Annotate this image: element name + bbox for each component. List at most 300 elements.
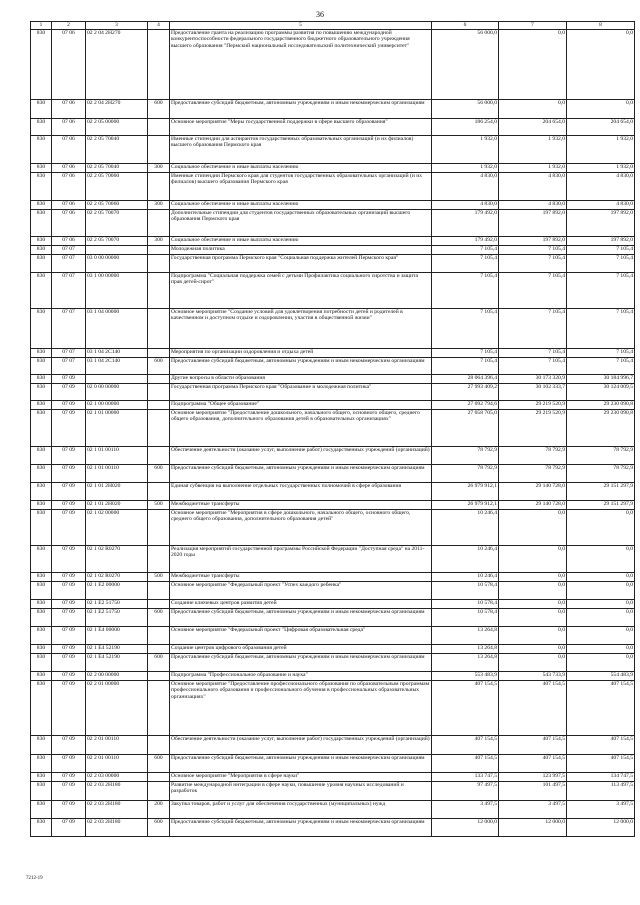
section-code-cell: 07 06 xyxy=(52,163,86,172)
amount-2020-cell: 7 105,4 xyxy=(499,254,567,272)
amount-2020-cell: 0,0 xyxy=(499,572,567,581)
admin-code-cell: 830 xyxy=(31,608,52,626)
admin-code-cell: 830 xyxy=(31,772,52,781)
section-code-cell: 07 06 xyxy=(52,209,86,236)
amount-2021-cell: 7 105,4 xyxy=(567,308,635,348)
amount-2020-cell: 0,0 xyxy=(499,581,567,599)
table-row xyxy=(31,581,635,599)
amount-2020-cell: 0,0 xyxy=(499,545,567,572)
target-article-cell: 02 2 03 00000 xyxy=(86,772,148,781)
amount-2020-cell: 0,0 xyxy=(499,99,567,118)
expense-type-cell xyxy=(148,581,170,599)
expense-type-cell: 600 xyxy=(148,99,170,118)
admin-code-cell: 830 xyxy=(31,545,52,572)
amount-2021-cell: 7 105,4 xyxy=(567,254,635,272)
description-cell: Основное мероприятие "Предоставление дошкольного, начального общего, основного общего, среднего общего образования, дополнительного образования детей в образовательных организациях" xyxy=(170,409,432,446)
amount-2020-cell: 123 997,5 xyxy=(499,772,567,781)
amount-2021-cell: 3 497,5 xyxy=(567,800,635,818)
amount-2020-cell: 7 105,4 xyxy=(499,308,567,348)
description-cell: Основное мероприятие "Мероприятия в сфере дошкольного, начального общего, основного общего, среднего общего образования, дополнительного образования детей" xyxy=(170,509,432,545)
amount-2019-cell: 56 000,0 xyxy=(432,29,499,99)
amount-2020-cell: 29 140 728,0 xyxy=(499,482,567,500)
expense-type-cell: 600 xyxy=(148,608,170,626)
description-cell: Государственная программа Пермского края "Образование и молодежная политика" xyxy=(170,383,432,400)
table-row xyxy=(31,446,635,464)
admin-code-cell: 830 xyxy=(31,357,52,374)
amount-2019-cell: 407 154,5 xyxy=(432,754,499,772)
expense-type-cell: 300 xyxy=(148,200,170,209)
amount-2021-cell: 0,0 xyxy=(567,653,635,671)
amount-2021-cell: 0,0 xyxy=(567,509,635,545)
section-code-cell: 07 09 xyxy=(52,581,86,599)
target-article-cell: 02 1 01 00110 xyxy=(86,464,148,482)
amount-2020-cell: 197 892,0 xyxy=(499,209,567,236)
amount-2019-cell: 133 747,5 xyxy=(432,772,499,781)
amount-2020-cell: 4 830,0 xyxy=(499,200,567,209)
amount-2021-cell: 7 105,4 xyxy=(567,245,635,254)
table-row xyxy=(31,172,635,200)
target-article-cell: 02 2 05 70070 xyxy=(86,209,148,236)
budget-table xyxy=(30,21,635,837)
section-code-cell: 07 09 xyxy=(52,644,86,653)
description-cell: Обеспечение деятельности (оказание услуг, выполнение работ) государственных учреждений (организаций) xyxy=(170,735,432,754)
target-article-cell xyxy=(86,245,148,254)
expense-type-cell: 500 xyxy=(148,500,170,509)
admin-code-cell: 830 xyxy=(31,200,52,209)
amount-2021-cell: 78 792,9 xyxy=(567,446,635,464)
amount-2020-cell: 0,0 xyxy=(499,29,567,99)
section-code-cell: 07 09 xyxy=(52,572,86,581)
description-cell: Обеспечение деятельности (оказание услуг, выполнение работ) государственных учреждений (организаций) xyxy=(170,446,432,464)
description-cell: Основное мероприятие "Мероприятия в сфере науки" xyxy=(170,772,432,781)
table-row xyxy=(31,800,635,818)
section-code-cell: 07 09 xyxy=(52,735,86,754)
section-code-cell: 07 06 xyxy=(52,29,86,99)
amount-2020-cell: 7 105,4 xyxy=(499,357,567,374)
target-article-cell: 02 2 03 2Н180 xyxy=(86,818,148,836)
section-code-cell: 07 09 xyxy=(52,754,86,772)
description-cell: Основное мероприятие "Меры государственной поддержки в сфере высшего образования" xyxy=(170,118,432,135)
admin-code-cell: 830 xyxy=(31,735,52,754)
table-row xyxy=(31,818,635,836)
section-code-cell: 07 09 xyxy=(52,599,86,608)
amount-2019-cell: 7 105,4 xyxy=(432,348,499,357)
amount-2020-cell: 12 000,0 xyxy=(499,818,567,836)
admin-code-cell: 830 xyxy=(31,348,52,357)
description-cell: Межбюджетные трансферты xyxy=(170,572,432,581)
section-code-cell: 07 06 xyxy=(52,99,86,118)
amount-2021-cell: 113 497,5 xyxy=(567,781,635,800)
admin-code-cell: 830 xyxy=(31,800,52,818)
target-article-cell: 02 1 02 R0270 xyxy=(86,572,148,581)
admin-code-cell: 830 xyxy=(31,99,52,118)
section-code-cell: 07 09 xyxy=(52,680,86,735)
amount-2019-cell: 179 492,0 xyxy=(432,209,499,236)
expense-type-cell: 300 xyxy=(148,236,170,245)
amount-2019-cell: 7 105,4 xyxy=(432,308,499,348)
amount-2020-cell: 30 173 320,9 xyxy=(499,374,567,383)
footer-code: 7212-19 xyxy=(26,876,43,881)
admin-code-cell: 830 xyxy=(31,599,52,608)
table-row xyxy=(31,200,635,209)
target-article-cell: 02 1 02 00000 xyxy=(86,509,148,545)
target-article-cell: 02 1 01 00000 xyxy=(86,409,148,446)
amount-2019-cell: 4 830,0 xyxy=(432,172,499,200)
amount-2021-cell: 0,0 xyxy=(567,572,635,581)
amount-2021-cell: 7 105,4 xyxy=(567,348,635,357)
description-cell: Создание центров цифрового образования детей xyxy=(170,644,432,653)
amount-2020-cell: 0,0 xyxy=(499,626,567,644)
amount-2020-cell: 197 892,0 xyxy=(499,236,567,245)
header-cell: 3 xyxy=(86,22,148,30)
table-row xyxy=(31,680,635,735)
section-code-cell: 07 09 xyxy=(52,671,86,680)
target-article-cell: 02 2 01 00110 xyxy=(86,754,148,772)
amount-2020-cell: 30 102 333,7 xyxy=(499,383,567,400)
amount-2019-cell: 13 264,8 xyxy=(432,626,499,644)
description-cell: Социальное обеспечение и иные выплаты населению xyxy=(170,163,432,172)
description-cell: Предоставление субсидий бюджетным, автономным учреждениям и иным некоммерческим организациям xyxy=(170,464,432,482)
amount-2020-cell: 0,0 xyxy=(499,608,567,626)
description-cell: Межбюджетные трансферты xyxy=(170,500,432,509)
amount-2020-cell: 0,0 xyxy=(499,509,567,545)
target-article-cell: 02 1 02 R0270 xyxy=(86,545,148,572)
amount-2019-cell: 10 246,4 xyxy=(432,545,499,572)
target-article-cell: 03 1 04 2С140 xyxy=(86,348,148,357)
section-code-cell: 07 06 xyxy=(52,200,86,209)
target-article-cell: 02 1 01 2Н020 xyxy=(86,500,148,509)
admin-code-cell: 830 xyxy=(31,374,52,383)
admin-code-cell: 830 xyxy=(31,680,52,735)
target-article-cell: 02 2 05 00000 xyxy=(86,118,148,135)
target-article-cell: 02 2 05 70060 xyxy=(86,172,148,200)
amount-2021-cell: 407 154,5 xyxy=(567,680,635,735)
admin-code-cell: 830 xyxy=(31,272,52,308)
amount-2020-cell: 1 932,0 xyxy=(499,163,567,172)
section-code-cell: 07 09 xyxy=(52,383,86,400)
amount-2019-cell: 56 000,0 xyxy=(432,99,499,118)
table-row xyxy=(31,653,635,671)
amount-2019-cell: 27 058 705,0 xyxy=(432,409,499,446)
amount-2019-cell: 4 830,0 xyxy=(432,200,499,209)
target-article-cell: 03 0 00 00000 xyxy=(86,254,148,272)
expense-type-cell xyxy=(148,348,170,357)
amount-2021-cell: 0,0 xyxy=(567,545,635,572)
admin-code-cell: 830 xyxy=(31,509,52,545)
table-row xyxy=(31,236,635,245)
description-cell: Социальное обеспечение и иные выплаты населению xyxy=(170,200,432,209)
table-row xyxy=(31,308,635,348)
expense-type-cell xyxy=(148,383,170,400)
amount-2019-cell: 7 105,4 xyxy=(432,254,499,272)
amount-2021-cell: 12 000,0 xyxy=(567,818,635,836)
section-code-cell: 07 06 xyxy=(52,118,86,135)
target-article-cell: 02 1 E2 51750 xyxy=(86,608,148,626)
admin-code-cell: 830 xyxy=(31,172,52,200)
amount-2021-cell: 0,0 xyxy=(567,99,635,118)
amount-2020-cell: 7 105,4 xyxy=(499,348,567,357)
amount-2019-cell: 10 578,4 xyxy=(432,599,499,608)
amount-2019-cell: 78 792,9 xyxy=(432,446,499,464)
description-cell: Предоставление гранта на реализацию программы развития по повышению международной конкурентоспособности федерального государственного бюджетного образовательного учреждения высшего образования "Пермский национальный исследовательский политехнический университет" xyxy=(170,29,432,99)
admin-code-cell: 830 xyxy=(31,236,52,245)
description-cell: Основное мероприятие "Предоставление профессионального образования по образовательным программам профессионального образования и профессионального обучения в профессиональных образовательных организациях" xyxy=(170,680,432,735)
header-cell: 6 xyxy=(432,22,499,30)
expense-type-cell: 500 xyxy=(148,572,170,581)
amount-2019-cell: 12 000,0 xyxy=(432,818,499,836)
table-row xyxy=(31,254,635,272)
amount-2020-cell: 0,0 xyxy=(499,599,567,608)
amount-2021-cell: 1 932,0 xyxy=(567,163,635,172)
description-cell: Развитие международной интеграции в сфере науки, повышение уровня научных исследований и разработок xyxy=(170,781,432,800)
amount-2020-cell: 407 154,5 xyxy=(499,735,567,754)
section-code-cell: 07 09 xyxy=(52,608,86,626)
target-article-cell: 02 2 01 00110 xyxy=(86,735,148,754)
amount-2020-cell: 29 219 520,9 xyxy=(499,400,567,409)
amount-2020-cell: 407 154,5 xyxy=(499,680,567,735)
expense-type-cell xyxy=(148,118,170,135)
amount-2020-cell: 4 830,0 xyxy=(499,172,567,200)
amount-2020-cell: 29 219 520,9 xyxy=(499,409,567,446)
amount-2021-cell: 30 124 009,5 xyxy=(567,383,635,400)
admin-code-cell: 830 xyxy=(31,446,52,464)
table-row xyxy=(31,374,635,383)
description-cell: Предоставление субсидий бюджетным, автономным учреждениям и иным некоммерческим организациям xyxy=(170,653,432,671)
admin-code-cell: 830 xyxy=(31,118,52,135)
description-cell: Подпрограмма "Социальная поддержка семей с детьми Профилактика социального сиротства и защита прав детей-сирот" xyxy=(170,272,432,308)
table-row xyxy=(31,118,635,135)
description-cell: Предоставление субсидий бюджетным, автономным учреждениям и иным некоммерческим организациям xyxy=(170,608,432,626)
description-cell: Основное мероприятие "Создание условий для удовлетворения потребности детей и родителей в качественном и доступном отдыхе и оздоровлении, участия в общественной жизни" xyxy=(170,308,432,348)
table-row xyxy=(31,409,635,446)
expense-type-cell xyxy=(148,272,170,308)
expense-type-cell xyxy=(148,482,170,500)
table-row xyxy=(31,626,635,644)
admin-code-cell: 830 xyxy=(31,245,52,254)
amount-2021-cell: 1 932,0 xyxy=(567,135,635,163)
amount-2019-cell: 179 492,0 xyxy=(432,236,499,245)
table-row xyxy=(31,209,635,236)
amount-2020-cell: 7 105,4 xyxy=(499,245,567,254)
amount-2021-cell: 29 230 090,8 xyxy=(567,409,635,446)
header-cell: 1 xyxy=(31,22,52,30)
expense-type-cell: 600 xyxy=(148,653,170,671)
expense-type-cell xyxy=(148,644,170,653)
admin-code-cell: 830 xyxy=(31,572,52,581)
expense-type-cell xyxy=(148,545,170,572)
section-code-cell: 07 09 xyxy=(52,818,86,836)
admin-code-cell: 830 xyxy=(31,409,52,446)
target-article-cell: 02 2 04 2Н270 xyxy=(86,99,148,118)
table-row xyxy=(31,781,635,800)
header-cell: 4 xyxy=(148,22,170,30)
admin-code-cell: 830 xyxy=(31,254,52,272)
amount-2019-cell: 27 092 794,6 xyxy=(432,400,499,409)
header-cell: 5 xyxy=(170,22,432,30)
amount-2019-cell: 7 105,4 xyxy=(432,357,499,374)
amount-2021-cell: 134 747,5 xyxy=(567,772,635,781)
amount-2020-cell: 204 654,0 xyxy=(499,118,567,135)
amount-2021-cell: 0,0 xyxy=(567,626,635,644)
target-article-cell: 02 1 E2 51750 xyxy=(86,599,148,608)
amount-2021-cell: 29 151 297,9 xyxy=(567,482,635,500)
amount-2021-cell: 4 830,0 xyxy=(567,200,635,209)
admin-code-cell: 830 xyxy=(31,383,52,400)
amount-2020-cell: 407 154,5 xyxy=(499,754,567,772)
admin-code-cell: 830 xyxy=(31,671,52,680)
description-cell: Именные стипендии для аспирантов государственных образовательных организаций (и их филиалов) высшего образования Пермского края xyxy=(170,135,432,163)
description-cell: Государственная программа Пермского края "Социальная поддержка жителей Пермского края" xyxy=(170,254,432,272)
amount-2021-cell: 407 154,5 xyxy=(567,754,635,772)
target-article-cell: 02 2 03 2Н180 xyxy=(86,800,148,818)
expense-type-cell xyxy=(148,254,170,272)
table-row xyxy=(31,245,635,254)
target-article-cell: 02 0 00 00000 xyxy=(86,383,148,400)
table-row xyxy=(31,599,635,608)
section-code-cell: 07 07 xyxy=(52,308,86,348)
target-article-cell: 02 2 05 70040 xyxy=(86,163,148,172)
admin-code-cell: 830 xyxy=(31,644,52,653)
table-row xyxy=(31,357,635,374)
expense-type-cell: 600 xyxy=(148,464,170,482)
table-row xyxy=(31,608,635,626)
amount-2021-cell: 78 792,9 xyxy=(567,464,635,482)
expense-type-cell xyxy=(148,680,170,735)
target-article-cell: 02 1 01 00110 xyxy=(86,446,148,464)
expense-type-cell: 300 xyxy=(148,163,170,172)
description-cell: Закупка товаров, работ и услуг для обеспечения государственных (муниципальных) нужд xyxy=(170,800,432,818)
amount-2019-cell: 10 578,4 xyxy=(432,608,499,626)
amount-2019-cell: 7 105,4 xyxy=(432,245,499,254)
amount-2020-cell: 101 497,5 xyxy=(499,781,567,800)
table-row xyxy=(31,545,635,572)
description-cell: Другие вопросы в области образования xyxy=(170,374,432,383)
table-row xyxy=(31,29,635,99)
amount-2021-cell: 7 105,4 xyxy=(567,272,635,308)
amount-2021-cell: 29 151 297,9 xyxy=(567,500,635,509)
description-cell: Единая субвенция на выполнение отдельных государственных полномочий в сфере образования xyxy=(170,482,432,500)
target-article-cell: 02 2 04 2Н270 xyxy=(86,29,148,99)
section-code-cell: 07 09 xyxy=(52,446,86,464)
section-code-cell: 07 07 xyxy=(52,357,86,374)
table-row xyxy=(31,135,635,163)
section-code-cell: 07 09 xyxy=(52,500,86,509)
admin-code-cell: 830 xyxy=(31,400,52,409)
table-row xyxy=(31,99,635,118)
table-row xyxy=(31,735,635,754)
section-code-cell: 07 09 xyxy=(52,400,86,409)
table-row xyxy=(31,509,635,545)
admin-code-cell: 830 xyxy=(31,653,52,671)
table-row xyxy=(31,383,635,400)
target-article-cell: 02 2 01 00000 xyxy=(86,680,148,735)
amount-2019-cell: 553 483,9 xyxy=(432,671,499,680)
amount-2021-cell: 554 483,9 xyxy=(567,671,635,680)
description-cell: Молодежная политика xyxy=(170,245,432,254)
amount-2019-cell: 3 497,5 xyxy=(432,800,499,818)
expense-type-cell: 600 xyxy=(148,357,170,374)
description-cell: Социальное обеспечение и иные выплаты населению xyxy=(170,236,432,245)
amount-2021-cell: 0,0 xyxy=(567,581,635,599)
admin-code-cell: 830 xyxy=(31,209,52,236)
admin-code-cell: 830 xyxy=(31,464,52,482)
section-code-cell: 07 09 xyxy=(52,482,86,500)
table-row xyxy=(31,572,635,581)
expense-type-cell xyxy=(148,772,170,781)
table-row xyxy=(31,671,635,680)
description-cell: Создание ключевых центров развития детей xyxy=(170,599,432,608)
amount-2019-cell: 13 264,8 xyxy=(432,653,499,671)
section-code-cell: 07 09 xyxy=(52,781,86,800)
amount-2020-cell: 0,0 xyxy=(499,653,567,671)
amount-2020-cell: 543 733,9 xyxy=(499,671,567,680)
admin-code-cell: 830 xyxy=(31,163,52,172)
amount-2019-cell: 7 105,4 xyxy=(432,272,499,308)
amount-2021-cell: 29 230 090,8 xyxy=(567,400,635,409)
expense-type-cell xyxy=(148,446,170,464)
description-cell: Реализация мероприятий государственной программы Российской Федерации "Доступная среда" на 2011-2020 годы xyxy=(170,545,432,572)
admin-code-cell: 830 xyxy=(31,581,52,599)
expense-type-cell xyxy=(148,245,170,254)
expense-type-cell xyxy=(148,509,170,545)
target-article-cell: 02 1 E2 00000 xyxy=(86,581,148,599)
page-number: 36 xyxy=(316,10,324,19)
table-row xyxy=(31,272,635,308)
section-code-cell: 07 09 xyxy=(52,545,86,572)
amount-2019-cell: 407 154,5 xyxy=(432,680,499,735)
admin-code-cell: 830 xyxy=(31,482,52,500)
target-article-cell: 02 2 03 2Н180 xyxy=(86,781,148,800)
expense-type-cell xyxy=(148,781,170,800)
amount-2019-cell: 26 979 912,1 xyxy=(432,482,499,500)
amount-2021-cell: 204 654,0 xyxy=(567,118,635,135)
admin-code-cell: 830 xyxy=(31,626,52,644)
target-article-cell: 02 2 05 70060 xyxy=(86,200,148,209)
amount-2019-cell: 13 264,8 xyxy=(432,644,499,653)
amount-2021-cell: 7 105,4 xyxy=(567,357,635,374)
expense-type-cell xyxy=(148,400,170,409)
header-cell: 2 xyxy=(52,22,86,30)
expense-type-cell xyxy=(148,172,170,200)
amount-2019-cell: 97 497,5 xyxy=(432,781,499,800)
section-code-cell: 07 06 xyxy=(52,236,86,245)
section-code-cell: 07 07 xyxy=(52,245,86,254)
amount-2019-cell: 78 792,9 xyxy=(432,464,499,482)
description-cell: Подпрограмма "Общее образование" xyxy=(170,400,432,409)
target-article-cell: 02 2 05 70070 xyxy=(86,236,148,245)
target-article-cell: 02 2 05 70040 xyxy=(86,135,148,163)
amount-2021-cell: 30 184 996,7 xyxy=(567,374,635,383)
admin-code-cell: 830 xyxy=(31,754,52,772)
amount-2021-cell: 407 154,5 xyxy=(567,735,635,754)
amount-2019-cell: 1 932,0 xyxy=(432,135,499,163)
amount-2020-cell: 1 932,0 xyxy=(499,135,567,163)
table-row xyxy=(31,464,635,482)
description-cell: Предоставление субсидий бюджетным, автономным учреждениям и иным некоммерческим организациям xyxy=(170,754,432,772)
amount-2019-cell: 10 246,4 xyxy=(432,572,499,581)
section-code-cell: 07 09 xyxy=(52,464,86,482)
target-article-cell: 02 1 01 2Н020 xyxy=(86,482,148,500)
section-code-cell: 07 07 xyxy=(52,272,86,308)
section-code-cell: 07 06 xyxy=(52,135,86,163)
description-cell: Именные стипендии Пермского края для студентов государственных образовательных организаций (и их филиалов) высшего образования Пермского края xyxy=(170,172,432,200)
amount-2021-cell: 0,0 xyxy=(567,608,635,626)
expense-type-cell: 600 xyxy=(148,818,170,836)
description-cell: Основное мероприятие "Федеральный проект "Успех каждого ребенка" xyxy=(170,581,432,599)
section-code-cell: 07 09 xyxy=(52,509,86,545)
admin-code-cell: 830 xyxy=(31,308,52,348)
expense-type-cell xyxy=(148,209,170,236)
